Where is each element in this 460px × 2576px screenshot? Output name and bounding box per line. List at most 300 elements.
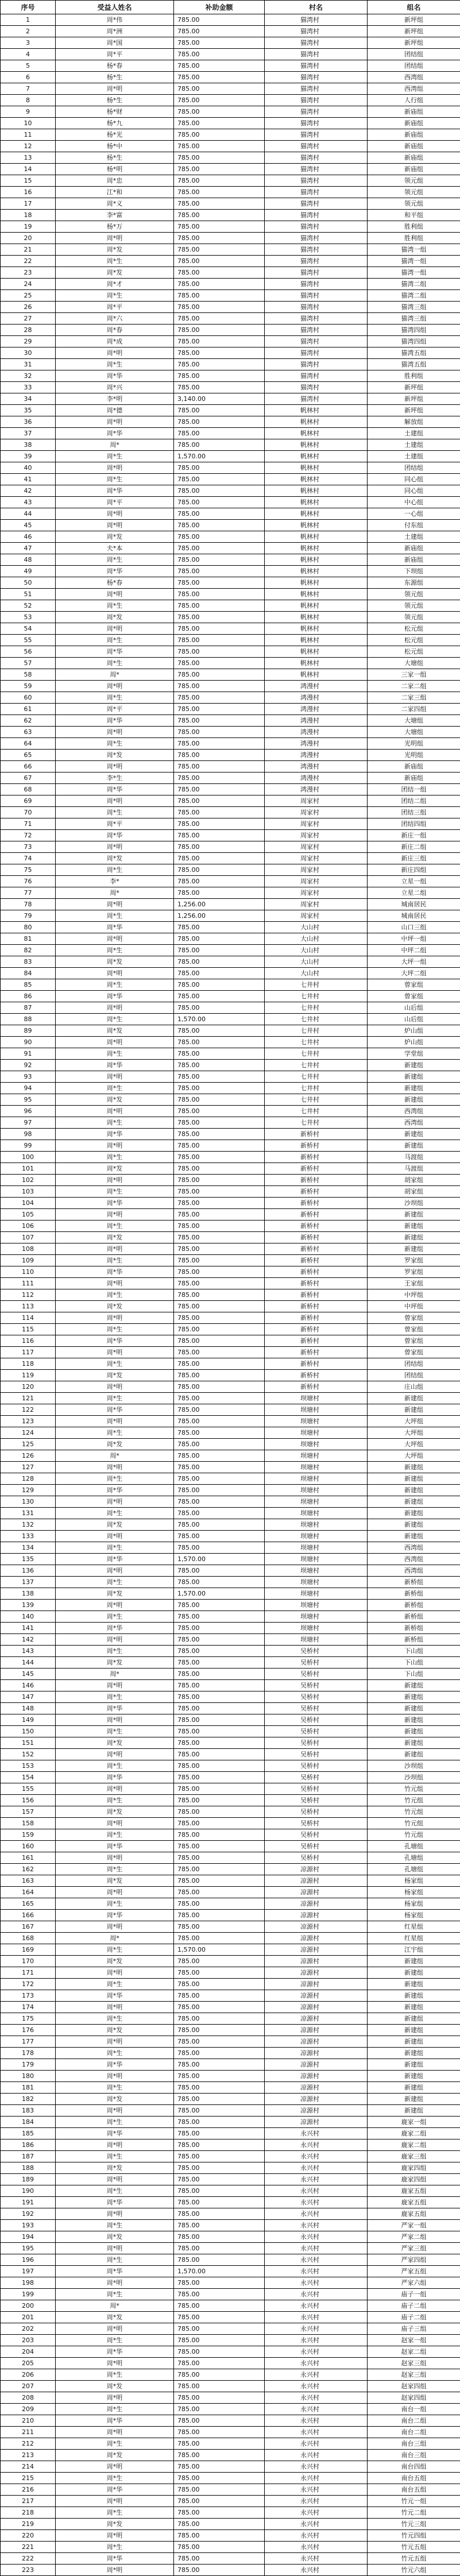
table-row	[1, 1186, 460, 1198]
cell-village: 新桥村	[265, 1198, 368, 1209]
cell-subsidy-amount: 785.00	[174, 187, 265, 198]
cell-group: 同心组	[368, 474, 460, 485]
cell-subsidy-amount: 785.00	[174, 2300, 265, 2312]
cell-group: 马渡组	[368, 1152, 460, 1163]
cell-group: 城南居民	[368, 910, 460, 922]
table-row	[1, 1289, 460, 1301]
cell-beneficiary-name: 周*明	[56, 1140, 174, 1152]
cell-group: 下山组	[368, 1669, 460, 1680]
cell-subsidy-amount: 785.00	[174, 1404, 265, 1416]
cell-group: 山口三组	[368, 922, 460, 933]
cell-village: 凉源村	[265, 2105, 368, 2117]
cell-village: 凉源村	[265, 1933, 368, 1944]
cell-village: 帆林村	[265, 405, 368, 416]
cell-subsidy-amount: 785.00	[174, 1691, 265, 1703]
cell-group: 竹元五组	[368, 2553, 460, 2565]
cell-beneficiary-name: 周*华	[56, 830, 174, 841]
cell-subsidy-amount: 785.00	[174, 2139, 265, 2151]
cell-group: 鹿家二组	[368, 2128, 460, 2139]
cell-group: 新庄三组	[368, 853, 460, 864]
cell-index: 83	[1, 956, 56, 968]
table-row	[1, 2243, 460, 2254]
cell-index: 216	[1, 2484, 56, 2496]
cell-index: 88	[1, 1014, 56, 1025]
cell-index: 65	[1, 750, 56, 761]
table-row	[1, 612, 460, 623]
cell-village: 猫湾村	[265, 256, 368, 267]
cell-beneficiary-name: 周*华	[56, 922, 174, 933]
table-row	[1, 750, 460, 761]
cell-village: 永兴村	[265, 2392, 368, 2404]
cell-village: 猫湾村	[265, 370, 368, 382]
cell-beneficiary-name: 周*	[56, 1450, 174, 1462]
cell-village: 猫湾村	[265, 49, 368, 60]
cell-group: 新庙组	[368, 554, 460, 566]
cell-group: 新建组	[368, 1060, 460, 1071]
table-row	[1, 1140, 460, 1152]
cell-group: 西湾组	[368, 1554, 460, 1565]
cell-village: 大山村	[265, 945, 368, 956]
cell-group: 中坪一组	[368, 933, 460, 945]
cell-subsidy-amount: 785.00	[174, 302, 265, 313]
cell-subsidy-amount: 785.00	[174, 1726, 265, 1737]
cell-subsidy-amount: 785.00	[174, 152, 265, 164]
table-row	[1, 2404, 460, 2415]
cell-group: 南台三组	[368, 2450, 460, 2461]
cell-beneficiary-name: 周*华	[56, 1554, 174, 1565]
cell-village: 永兴村	[265, 2473, 368, 2484]
cell-subsidy-amount: 785.00	[174, 313, 265, 325]
cell-village: 坝塘村	[265, 1416, 368, 1427]
cell-village: 帆林村	[265, 416, 368, 428]
cell-subsidy-amount: 785.00	[174, 1358, 265, 1370]
table-row	[1, 2254, 460, 2266]
table-row	[1, 623, 460, 635]
cell-group: 鹿家五组	[368, 2208, 460, 2220]
table-row	[1, 773, 460, 784]
cell-village: 吴桥村	[265, 1726, 368, 1737]
cell-group: 新建组	[368, 1243, 460, 1255]
cell-village: 坝塘村	[265, 1577, 368, 1588]
cell-group: 猫湾三组	[368, 313, 460, 325]
cell-beneficiary-name: 周*生	[56, 738, 174, 750]
cell-index: 221	[1, 2542, 56, 2553]
cell-subsidy-amount: 785.00	[174, 554, 265, 566]
cell-village: 凉源村	[265, 1898, 368, 1910]
cell-subsidy-amount: 785.00	[174, 979, 265, 991]
cell-group: 胜利组	[368, 370, 460, 382]
cell-village: 鸿漫村	[265, 704, 368, 715]
cell-subsidy-amount: 785.00	[174, 589, 265, 600]
cell-index: 68	[1, 784, 56, 795]
cell-beneficiary-name: 周*明	[56, 1347, 174, 1358]
cell-subsidy-amount: 785.00	[174, 566, 265, 577]
cell-group: 杨家组	[368, 1898, 460, 1910]
cell-village: 猫湾村	[265, 187, 368, 198]
table-row	[1, 979, 460, 991]
table-row	[1, 2185, 460, 2197]
cell-group: 新建组	[368, 2036, 460, 2048]
cell-beneficiary-name: 周*明	[56, 1312, 174, 1324]
cell-village: 永兴村	[265, 2254, 368, 2266]
cell-group: 竹元组	[368, 1806, 460, 1818]
cell-subsidy-amount: 785.00	[174, 2312, 265, 2323]
cell-index: 73	[1, 841, 56, 853]
cell-group: 大塘组	[368, 658, 460, 669]
table-row	[1, 738, 460, 750]
cell-group: 南台四组	[368, 2461, 460, 2473]
cell-village: 永兴村	[265, 2151, 368, 2162]
cell-beneficiary-name: 周*才	[56, 279, 174, 290]
cell-group: 大坪组	[368, 1427, 460, 1439]
table-row	[1, 1266, 460, 1278]
table-row	[1, 2553, 460, 2565]
cell-village: 猫湾村	[265, 152, 368, 164]
cell-group: 杨家组	[368, 1910, 460, 1921]
cell-index: 164	[1, 1887, 56, 1898]
cell-index: 37	[1, 428, 56, 439]
cell-beneficiary-name: 周*生	[56, 1221, 174, 1232]
cell-beneficiary-name: 周*发	[56, 531, 174, 543]
cell-group: 杨家组	[368, 1887, 460, 1898]
cell-index: 99	[1, 1140, 56, 1152]
cell-beneficiary-name: 江*和	[56, 187, 174, 198]
cell-index: 93	[1, 1071, 56, 1083]
table-row	[1, 899, 460, 910]
cell-beneficiary-name: 李*明	[56, 393, 174, 405]
cell-index: 209	[1, 2404, 56, 2415]
cell-index: 117	[1, 1347, 56, 1358]
table-row	[1, 635, 460, 646]
cell-subsidy-amount: 785.00	[174, 1416, 265, 1427]
cell-beneficiary-name: 周*华	[56, 370, 174, 382]
cell-beneficiary-name: 周*生	[56, 451, 174, 462]
cell-beneficiary-name: 周*华	[56, 1990, 174, 2002]
cell-subsidy-amount: 785.00	[174, 1393, 265, 1404]
cell-index: 185	[1, 2128, 56, 2139]
cell-index: 55	[1, 635, 56, 646]
table-row	[1, 1324, 460, 1335]
cell-subsidy-amount: 785.00	[174, 887, 265, 899]
cell-subsidy-amount: 785.00	[174, 1450, 265, 1462]
cell-village: 七井村	[265, 1002, 368, 1014]
table-row	[1, 1818, 460, 1829]
cell-subsidy-amount: 785.00	[174, 543, 265, 554]
table-row	[1, 210, 460, 221]
cell-beneficiary-name: 杨*生	[56, 72, 174, 83]
cell-beneficiary-name: 周*	[56, 669, 174, 681]
table-row	[1, 2002, 460, 2013]
table-row	[1, 37, 460, 49]
cell-subsidy-amount: 785.00	[174, 1967, 265, 1979]
cell-index: 188	[1, 2162, 56, 2174]
table-row	[1, 164, 460, 175]
cell-beneficiary-name: 周*发	[56, 2231, 174, 2243]
cell-subsidy-amount: 785.00	[174, 1496, 265, 1508]
cell-subsidy-amount: 785.00	[174, 1634, 265, 1646]
cell-group: 新建组	[368, 2048, 460, 2059]
table-row	[1, 2335, 460, 2346]
table-row	[1, 1255, 460, 1266]
cell-group: 新庄一组	[368, 830, 460, 841]
cell-index: 171	[1, 1967, 56, 1979]
cell-subsidy-amount: 785.00	[174, 2542, 265, 2553]
cell-village: 帆林村	[265, 462, 368, 474]
cell-group: 新坪组	[368, 14, 460, 26]
cell-group: 鹿家二组	[368, 2139, 460, 2151]
cell-beneficiary-name: 周*生	[56, 910, 174, 922]
cell-village: 永兴村	[265, 2496, 368, 2507]
table-row	[1, 14, 460, 26]
table-row	[1, 2438, 460, 2450]
cell-beneficiary-name: 周*明	[56, 416, 174, 428]
cell-village: 帆林村	[265, 520, 368, 531]
cell-group: 人行组	[368, 95, 460, 106]
cell-village: 七井村	[265, 1048, 368, 1060]
cell-beneficiary-name: 周*明	[56, 1531, 174, 1542]
cell-beneficiary-name: 周*发	[56, 2162, 174, 2174]
cell-index: 138	[1, 1588, 56, 1600]
cell-group: 立星二组	[368, 887, 460, 899]
cell-village: 猫湾村	[265, 129, 368, 141]
cell-index: 175	[1, 2013, 56, 2025]
cell-index: 189	[1, 2174, 56, 2185]
cell-village: 周家村	[265, 899, 368, 910]
cell-index: 197	[1, 2266, 56, 2277]
table-row	[1, 1979, 460, 1990]
cell-beneficiary-name: 周*明	[56, 761, 174, 773]
cell-village: 新桥村	[265, 1278, 368, 1289]
cell-beneficiary-name: 周*明	[56, 1680, 174, 1691]
cell-village: 猫湾村	[265, 14, 368, 26]
cell-group: 胡家组	[368, 1186, 460, 1198]
cell-subsidy-amount: 785.00	[174, 1473, 265, 1485]
cell-index: 169	[1, 1944, 56, 1956]
cell-subsidy-amount: 785.00	[174, 233, 265, 244]
cell-index: 16	[1, 187, 56, 198]
cell-village: 坝塘村	[265, 1531, 368, 1542]
cell-subsidy-amount: 785.00	[174, 1714, 265, 1726]
cell-index: 156	[1, 1795, 56, 1806]
cell-beneficiary-name: 周*平	[56, 49, 174, 60]
table-row	[1, 382, 460, 393]
cell-index: 192	[1, 2208, 56, 2220]
cell-index: 157	[1, 1806, 56, 1818]
cell-village: 周家村	[265, 795, 368, 807]
cell-group: 新建组	[368, 1979, 460, 1990]
cell-subsidy-amount: 785.00	[174, 2013, 265, 2025]
table-row	[1, 692, 460, 704]
cell-subsidy-amount: 785.00	[174, 2553, 265, 2565]
cell-index: 3	[1, 37, 56, 49]
table-row	[1, 1852, 460, 1864]
cell-village: 新桥村	[265, 1335, 368, 1347]
cell-subsidy-amount: 785.00	[174, 416, 265, 428]
cell-beneficiary-name: 周*生	[56, 2404, 174, 2415]
cell-index: 108	[1, 1243, 56, 1255]
cell-index: 54	[1, 623, 56, 635]
cell-subsidy-amount: 785.00	[174, 2151, 265, 2162]
table-row	[1, 646, 460, 658]
cell-group: 领元组	[368, 600, 460, 612]
cell-subsidy-amount: 785.00	[174, 83, 265, 95]
table-row	[1, 244, 460, 256]
cell-subsidy-amount: 785.00	[174, 474, 265, 485]
cell-beneficiary-name: 周*明	[56, 2002, 174, 2013]
table-row	[1, 1864, 460, 1875]
cell-index: 81	[1, 933, 56, 945]
cell-beneficiary-name: 周*生	[56, 2254, 174, 2266]
cell-index: 120	[1, 1381, 56, 1393]
cell-group: 新桥组	[368, 1623, 460, 1634]
cell-village: 鸿漫村	[265, 761, 368, 773]
cell-index: 162	[1, 1864, 56, 1875]
table-row	[1, 1060, 460, 1071]
cell-village: 凉源村	[265, 2094, 368, 2105]
cell-group: 新庄二组	[368, 841, 460, 853]
cell-index: 45	[1, 520, 56, 531]
cell-subsidy-amount: 785.00	[174, 1841, 265, 1852]
table-row	[1, 1381, 460, 1393]
cell-subsidy-amount: 3,140.00	[174, 393, 265, 405]
cell-beneficiary-name: 周*明	[56, 1852, 174, 1864]
cell-subsidy-amount: 785.00	[174, 1577, 265, 1588]
cell-group: 曾家组	[368, 979, 460, 991]
table-row	[1, 1990, 460, 2002]
cell-group: 炉山组	[368, 1037, 460, 1048]
cell-index: 26	[1, 302, 56, 313]
cell-village: 猫湾村	[265, 244, 368, 256]
cell-village: 猫湾村	[265, 325, 368, 336]
cell-village: 吴桥村	[265, 1841, 368, 1852]
cell-village: 坝塘村	[265, 1439, 368, 1450]
cell-beneficiary-name: 周*六	[56, 313, 174, 325]
table-row	[1, 761, 460, 773]
cell-beneficiary-name: 周*生	[56, 1324, 174, 1335]
cell-beneficiary-name: 周*明	[56, 1037, 174, 1048]
cell-group: 孔塘组	[368, 1841, 460, 1852]
cell-subsidy-amount: 785.00	[174, 405, 265, 416]
cell-subsidy-amount: 785.00	[174, 2048, 265, 2059]
cell-index: 145	[1, 1669, 56, 1680]
table-row	[1, 1749, 460, 1760]
cell-group: 猫湾一组	[368, 244, 460, 256]
table-row	[1, 1623, 460, 1634]
cell-group: 新建组	[368, 1404, 460, 1416]
cell-index: 27	[1, 313, 56, 325]
cell-village: 凉源村	[265, 2048, 368, 2059]
cell-village: 帆林村	[265, 577, 368, 589]
cell-subsidy-amount: 785.00	[174, 2404, 265, 2415]
cell-group: 南台二组	[368, 2427, 460, 2438]
cell-group: 中心组	[368, 497, 460, 508]
cell-subsidy-amount: 785.00	[174, 1140, 265, 1152]
table-row	[1, 1496, 460, 1508]
cell-group: 新建组	[368, 1519, 460, 1531]
cell-subsidy-amount: 785.00	[174, 1266, 265, 1278]
cell-village: 永兴村	[265, 2381, 368, 2392]
cell-subsidy-amount: 785.00	[174, 1186, 265, 1198]
cell-village: 七井村	[265, 1094, 368, 1106]
cell-subsidy-amount: 785.00	[174, 1760, 265, 1772]
cell-subsidy-amount: 785.00	[174, 1898, 265, 1910]
cell-index: 76	[1, 876, 56, 887]
table-row	[1, 2059, 460, 2071]
cell-village: 吴桥村	[265, 1691, 368, 1703]
cell-group: 新建组	[368, 1209, 460, 1221]
table-row	[1, 1152, 460, 1163]
cell-subsidy-amount: 785.00	[174, 198, 265, 210]
cell-index: 67	[1, 773, 56, 784]
cell-index: 89	[1, 1025, 56, 1037]
cell-group: 竹元五组	[368, 2542, 460, 2553]
cell-village: 新桥村	[265, 1370, 368, 1381]
cell-beneficiary-name: 周*明	[56, 2392, 174, 2404]
cell-index: 60	[1, 692, 56, 704]
cell-village: 新桥村	[265, 1289, 368, 1301]
table-row	[1, 1669, 460, 1680]
cell-subsidy-amount: 785.00	[174, 1783, 265, 1795]
cell-village: 永兴村	[265, 2277, 368, 2289]
cell-village: 鸿漫村	[265, 681, 368, 692]
cell-subsidy-amount: 785.00	[174, 1806, 265, 1818]
cell-beneficiary-name: 周*发	[56, 1094, 174, 1106]
table-row	[1, 302, 460, 313]
table-row	[1, 428, 460, 439]
table-row	[1, 1037, 460, 1048]
cell-group: 南台三组	[368, 2438, 460, 2450]
cell-village: 永兴村	[265, 2335, 368, 2346]
cell-beneficiary-name: 周*华	[56, 2415, 174, 2427]
cell-group: 新建组	[368, 1737, 460, 1749]
cell-beneficiary-name: 周*洲	[56, 26, 174, 37]
cell-index: 181	[1, 2082, 56, 2094]
cell-index: 212	[1, 2438, 56, 2450]
cell-beneficiary-name: 周*生	[56, 864, 174, 876]
cell-village: 猫湾村	[265, 106, 368, 118]
cell-subsidy-amount: 785.00	[174, 1933, 265, 1944]
table-row	[1, 60, 460, 72]
cell-subsidy-amount: 785.00	[174, 2473, 265, 2484]
table-row	[1, 2496, 460, 2507]
cell-beneficiary-name: 周*生	[56, 1048, 174, 1060]
cell-group: 新庙组	[368, 106, 460, 118]
table-row	[1, 451, 460, 462]
cell-beneficiary-name: 周*生	[56, 1864, 174, 1875]
cell-beneficiary-name: 周*明	[56, 968, 174, 979]
table-row	[1, 1404, 460, 1416]
cell-subsidy-amount: 785.00	[174, 612, 265, 623]
cell-subsidy-amount: 785.00	[174, 1071, 265, 1083]
cell-subsidy-amount: 785.00	[174, 1887, 265, 1898]
cell-subsidy-amount: 785.00	[174, 1864, 265, 1875]
cell-subsidy-amount: 1,256.00	[174, 899, 265, 910]
table-row	[1, 2323, 460, 2335]
cell-village: 永兴村	[265, 2369, 368, 2381]
cell-index: 2	[1, 26, 56, 37]
table-row	[1, 1737, 460, 1749]
cell-village: 坝塘村	[265, 1519, 368, 1531]
cell-group: 新庙组	[368, 761, 460, 773]
cell-index: 4	[1, 49, 56, 60]
cell-index: 104	[1, 1198, 56, 1209]
cell-index: 180	[1, 2071, 56, 2082]
cell-group: 赵家四组	[368, 2392, 460, 2404]
cell-subsidy-amount: 785.00	[174, 129, 265, 141]
cell-group: 猫湾四组	[368, 325, 460, 336]
cell-beneficiary-name: 周*明	[56, 2071, 174, 2082]
cell-village: 帆林村	[265, 589, 368, 600]
